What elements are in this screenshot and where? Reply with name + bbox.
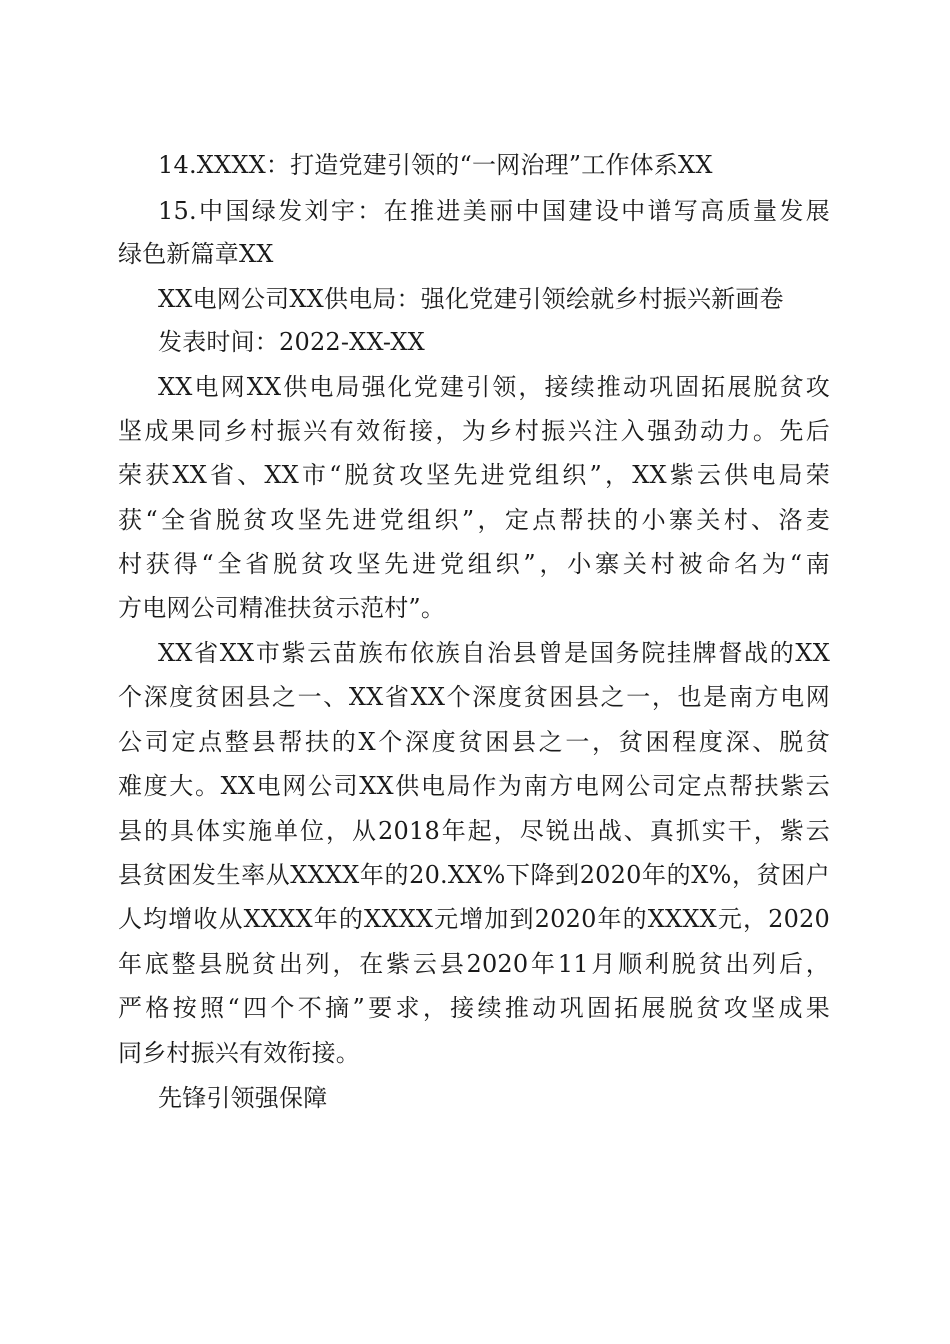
paragraph-2-line: 县贫困发生率从XXXX年的20.XX%下降到2020年的X%，贫困户 xyxy=(118,861,830,889)
paragraph-2-line: 公司定点整县帮扶的X个深度贫困县之一，贫困程度深、脱贫 xyxy=(118,728,830,756)
paragraph-1-line: 方电网公司精准扶贫示范村”。 xyxy=(118,594,446,622)
list-item-14: 14.XXXX：打造党建引领的“一网治理”工作体系XX xyxy=(158,151,713,179)
paragraph-1-line: 坚成果同乡村振兴有效衔接，为乡村振兴注入强劲动力。先后 xyxy=(118,417,830,445)
section-heading: 先锋引领强保障 xyxy=(158,1084,328,1112)
paragraph-2-line: 个深度贫困县之一、XX省XX个深度贫困县之一，也是南方电网 xyxy=(118,683,830,711)
paragraph-2-line: 严格按照“四个不摘”要求，接续推动巩固拓展脱贫攻坚成果 xyxy=(118,994,830,1022)
paragraph-2-line: 难度大。XX电网公司XX供电局作为南方电网公司定点帮扶紫云 xyxy=(118,772,830,800)
paragraph-1-line: 获“全省脱贫攻坚先进党组织”，定点帮扶的小寨关村、洛麦 xyxy=(118,506,830,534)
list-item-15-line-2: 绿色新篇章XX xyxy=(118,240,274,268)
paragraph-2-line: 同乡村振兴有效衔接。 xyxy=(118,1039,360,1067)
paragraph-2-line: XX省XX市紫云苗族布依族自治县曾是国务院挂牌督战的XX xyxy=(158,639,830,667)
list-item-15-line-1: 15.中国绿发刘宇：在推进美丽中国建设中谱写高质量发展 xyxy=(158,197,830,225)
publish-time: 发表时间：2022-XX-XX xyxy=(158,328,425,356)
paragraph-1-line: 荣获XX省、XX市“脱贫攻坚先进党组织”，XX紫云供电局荣 xyxy=(118,461,830,489)
paragraph-2-line: 县的具体实施单位，从2018年起，尽锐出战、真抓实干，紫云 xyxy=(118,817,830,845)
article-title: XX电网公司XX供电局：强化党建引领绘就乡村振兴新画卷 xyxy=(158,285,784,313)
paragraph-2-line: 人均增收从XXXX年的XXXX元增加到2020年的XXXX元，2020 xyxy=(118,905,830,933)
paragraph-1-line: XX电网XX供电局强化党建引领，接续推动巩固拓展脱贫攻 xyxy=(158,373,830,401)
paragraph-2-line: 年底整县脱贫出列，在紫云县2020年11月顺利脱贫出列后， xyxy=(118,950,830,978)
paragraph-1-line: 村获得“全省脱贫攻坚先进党组织”，小寨关村被命名为“南 xyxy=(118,550,830,578)
